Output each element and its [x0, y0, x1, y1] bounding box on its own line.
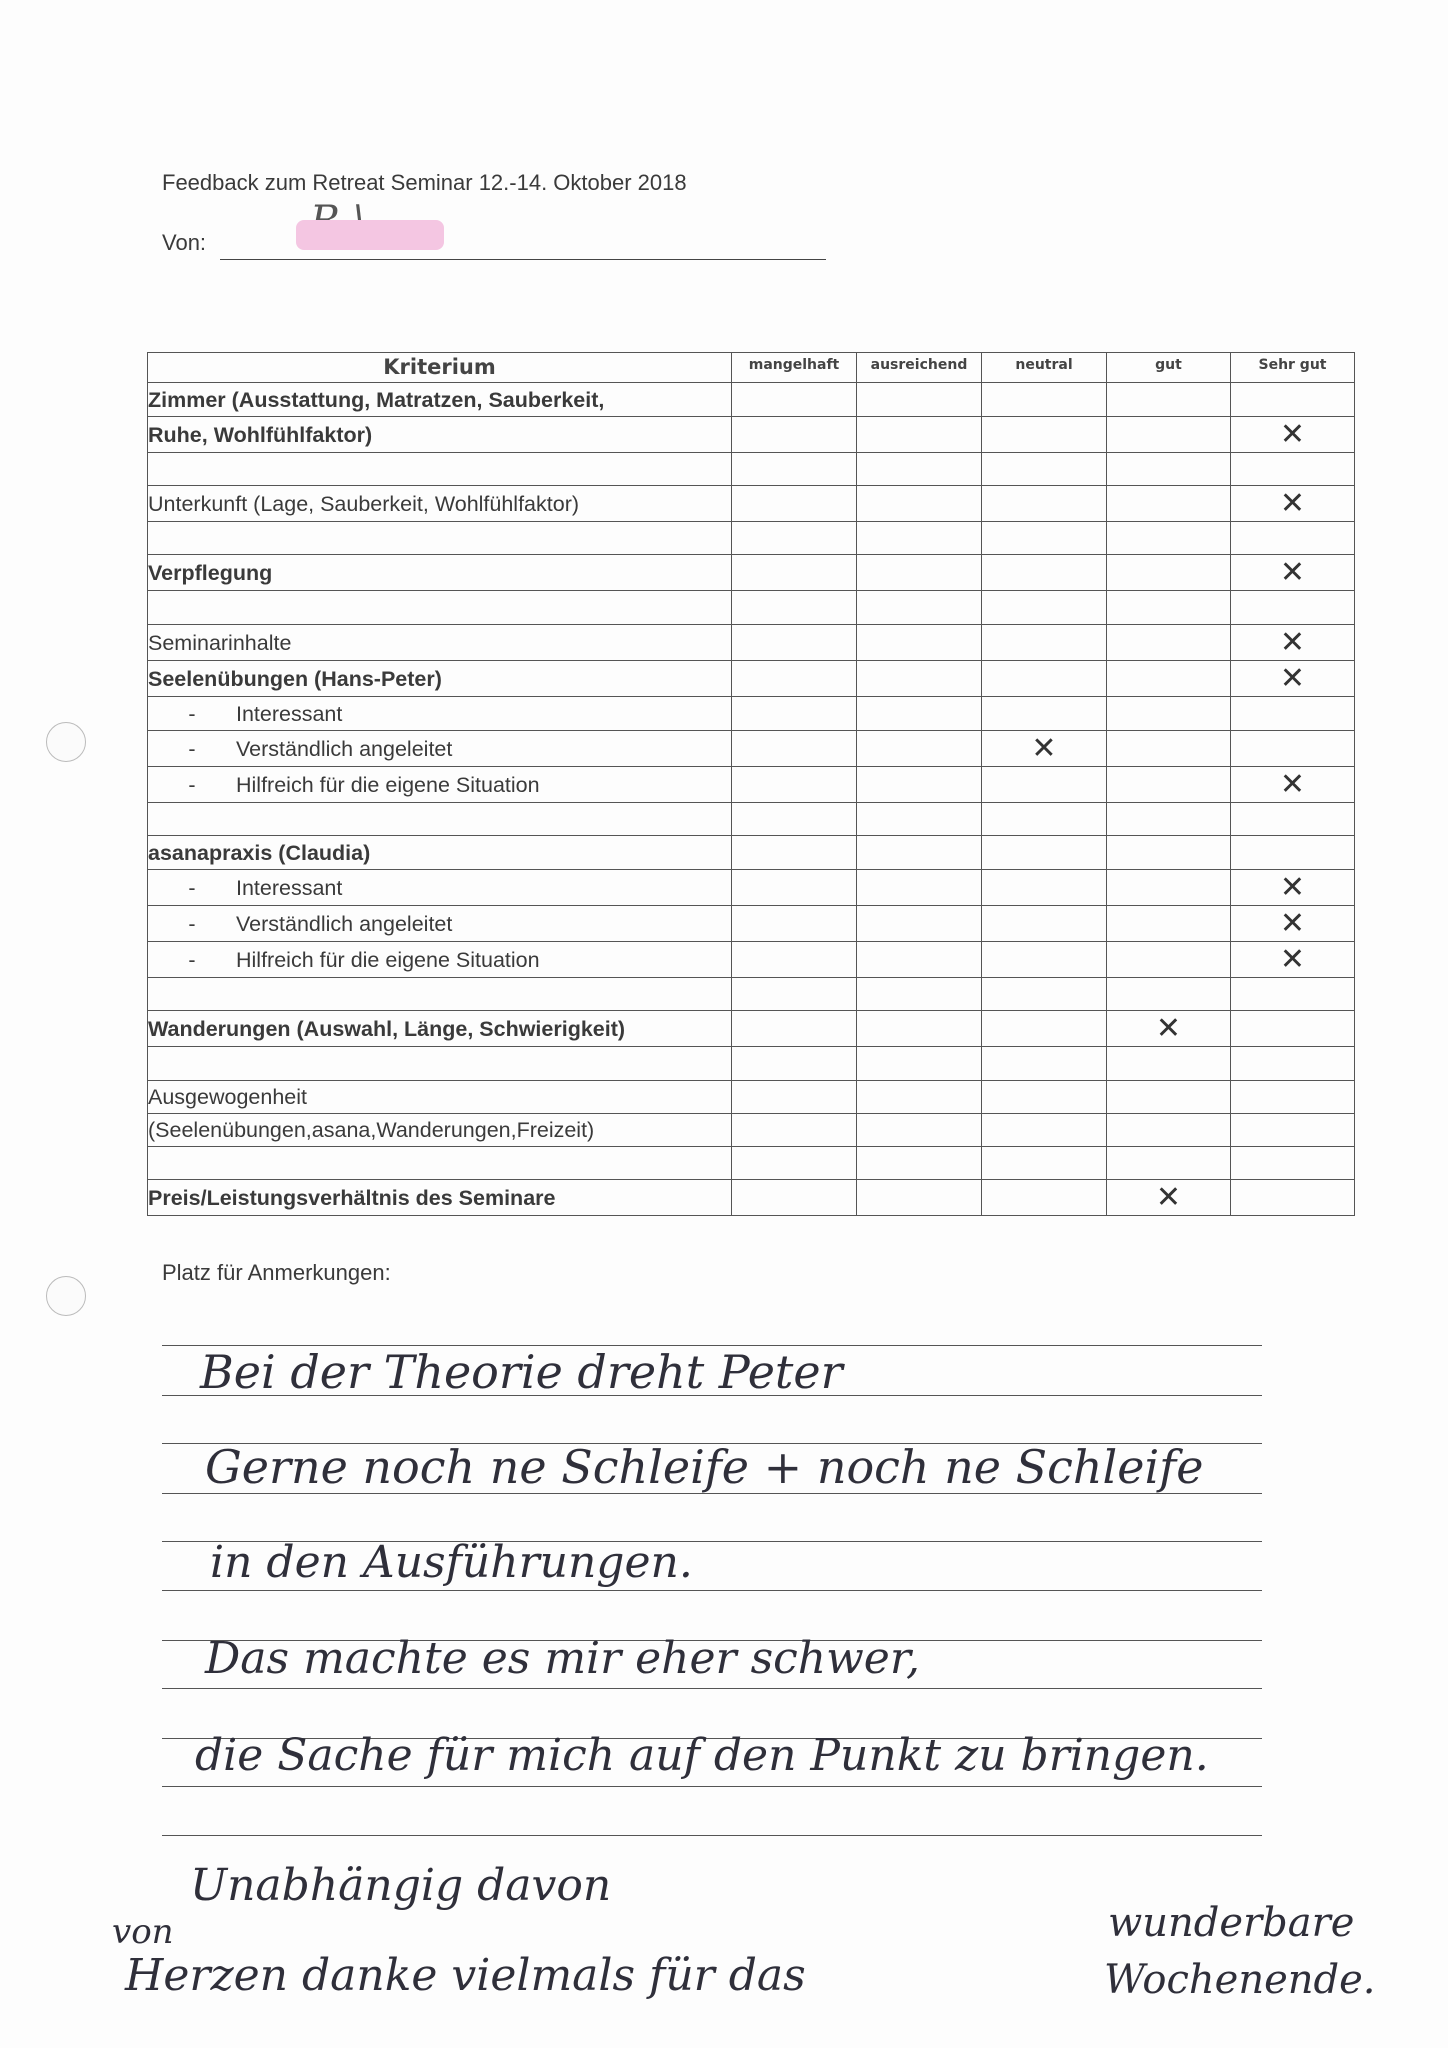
criterion-cell	[148, 1047, 732, 1081]
criterion-cell	[148, 486, 732, 522]
rating-cell[interactable]	[732, 383, 857, 417]
list-dash: -	[188, 911, 196, 936]
rating-cell[interactable]	[732, 731, 857, 767]
rating-cell[interactable]	[732, 625, 857, 661]
notes-label: Platz für Anmerkungen:	[162, 1260, 391, 1285]
rating-cell[interactable]	[982, 1047, 1107, 1081]
handwritten-note-line: Das machte es mir eher schwer,	[205, 1633, 921, 1684]
cross-mark: ✕	[1031, 731, 1057, 766]
rating-cell[interactable]	[982, 1114, 1107, 1147]
rating-cell[interactable]	[1231, 625, 1355, 661]
rating-cell[interactable]	[732, 697, 857, 731]
rating-cell[interactable]	[857, 453, 982, 486]
rating-cell[interactable]	[857, 731, 982, 767]
rating-cell[interactable]	[982, 486, 1107, 522]
criterion-cell	[148, 1147, 732, 1180]
rating-cell[interactable]	[982, 731, 1107, 767]
rating-cell[interactable]	[732, 906, 857, 942]
rating-cell[interactable]	[732, 870, 857, 906]
rating-cell[interactable]	[982, 1180, 1107, 1216]
note-rule	[162, 1590, 1262, 1591]
rating-cell[interactable]	[1231, 1047, 1355, 1081]
note-rule	[162, 1688, 1262, 1689]
rating-cell[interactable]	[982, 383, 1107, 417]
rating-cell[interactable]	[732, 453, 857, 486]
table-row	[148, 522, 1355, 555]
rating-cell[interactable]	[732, 486, 857, 522]
criterion-cell	[148, 555, 732, 591]
rating-table	[147, 352, 1355, 1216]
rating-cell[interactable]	[732, 1047, 857, 1081]
table-row	[148, 836, 1355, 870]
criterion-label: Wanderungen (Auswahl, Länge, Schwierigkeit)	[148, 1016, 626, 1041]
cross-mark: ✕	[1279, 906, 1306, 941]
cross-mark: ✕	[1279, 555, 1306, 590]
table-row	[148, 1081, 1355, 1114]
criterion-cell	[148, 767, 732, 803]
rating-cell[interactable]	[1231, 803, 1355, 836]
rating-cell[interactable]	[1107, 591, 1231, 625]
criterion-cell	[148, 1180, 732, 1216]
cross-mark: ✕	[1279, 417, 1306, 452]
rating-cell[interactable]	[1231, 591, 1355, 625]
criterion-cell	[148, 661, 732, 697]
table-row	[148, 1180, 1355, 1216]
rating-cell[interactable]	[732, 803, 857, 836]
rating-cell[interactable]	[982, 906, 1107, 942]
criterion-cell	[148, 836, 732, 870]
rating-cell[interactable]	[982, 942, 1107, 978]
rating-cell[interactable]	[1107, 697, 1231, 731]
rating-cell[interactable]	[732, 591, 857, 625]
rating-cell[interactable]	[982, 522, 1107, 555]
header-neutral: neutral	[982, 353, 1107, 383]
rating-cell[interactable]	[1107, 803, 1231, 836]
rating-cell[interactable]	[1107, 522, 1231, 555]
rating-cell[interactable]	[1107, 486, 1231, 522]
cross-mark: ✕	[1155, 1180, 1182, 1215]
cross-mark: ✕	[1279, 625, 1306, 660]
criterion-label: Seelenübungen (Hans-Peter)	[148, 666, 442, 691]
header-gut: gut	[1107, 353, 1231, 383]
rating-cell[interactable]	[857, 522, 982, 555]
rating-cell[interactable]	[1231, 767, 1355, 803]
rating-cell[interactable]	[1107, 1180, 1231, 1216]
cross-mark: ✕	[1279, 486, 1306, 521]
criterion-cell	[148, 697, 732, 731]
handwritten-closing: von	[112, 1912, 174, 1952]
rating-cell[interactable]	[1107, 661, 1231, 697]
rating-cell[interactable]	[732, 1180, 857, 1216]
table-row	[148, 942, 1355, 978]
rating-cell[interactable]	[1107, 1147, 1231, 1180]
rating-cell[interactable]	[1231, 1011, 1355, 1047]
rating-cell[interactable]	[982, 453, 1107, 486]
rating-cell[interactable]	[857, 486, 982, 522]
header-kriterium: Kriterium	[148, 353, 732, 383]
table-row	[148, 1114, 1355, 1147]
table-row	[148, 731, 1355, 767]
rating-cell[interactable]	[982, 661, 1107, 697]
rating-cell[interactable]	[1231, 1081, 1355, 1114]
rating-cell[interactable]	[982, 767, 1107, 803]
header-ausreichend: ausreichend	[857, 353, 982, 383]
criterion-label: Ruhe, Wohlfühlfaktor)	[148, 422, 373, 447]
rating-cell[interactable]	[1231, 417, 1355, 453]
criterion-label: Zimmer (Ausstattung, Matratzen, Sauberkeit,	[148, 387, 605, 412]
rating-cell[interactable]	[857, 1047, 982, 1081]
criterion-cell	[148, 870, 732, 906]
redaction-mark	[296, 220, 444, 250]
rating-cell[interactable]	[732, 417, 857, 453]
table-row	[148, 625, 1355, 661]
criterion-label: Ausgewogenheit	[148, 1085, 307, 1109]
rating-cell[interactable]	[1231, 870, 1355, 906]
handwritten-closing: wunderbare	[1108, 1900, 1355, 1946]
handwritten-note-line: die Sache für mich auf den Punkt zu bringen.	[195, 1730, 1209, 1781]
handwritten-closing: Unabhängig davon	[190, 1860, 612, 1911]
rating-cell[interactable]	[1231, 906, 1355, 942]
rating-cell[interactable]	[857, 1081, 982, 1114]
rating-cell[interactable]	[1107, 1114, 1231, 1147]
rating-cell[interactable]	[1107, 836, 1231, 870]
handwritten-closing: Herzen danke vielmals für das	[125, 1950, 806, 2001]
rating-cell[interactable]	[857, 942, 982, 978]
criterion-label: Interessant	[236, 875, 343, 900]
rating-cell[interactable]	[857, 1147, 982, 1180]
rating-cell[interactable]	[732, 1114, 857, 1147]
rating-cell[interactable]	[1231, 486, 1355, 522]
form-title: Feedback zum Retreat Seminar 12.-14. Oktober 2018	[162, 170, 687, 195]
rating-cell[interactable]	[857, 978, 982, 1011]
cross-mark: ✕	[1279, 661, 1306, 696]
rating-cell[interactable]	[857, 1011, 982, 1047]
rating-cell[interactable]	[857, 836, 982, 870]
rating-cell[interactable]	[1231, 383, 1355, 417]
rating-cell[interactable]	[857, 661, 982, 697]
rating-cell[interactable]	[1107, 767, 1231, 803]
rating-cell[interactable]	[1107, 942, 1231, 978]
rating-cell[interactable]	[1231, 978, 1355, 1011]
rating-cell[interactable]	[982, 978, 1107, 1011]
rating-cell[interactable]	[982, 591, 1107, 625]
criterion-cell	[148, 803, 732, 836]
rating-cell[interactable]	[857, 906, 982, 942]
table-row	[148, 417, 1355, 453]
punch-hole-top	[46, 722, 86, 762]
criterion-cell	[148, 417, 732, 453]
criterion-label: Hilfreich für die eigene Situation	[236, 772, 540, 797]
rating-cell[interactable]	[1107, 1011, 1231, 1047]
rating-cell[interactable]	[1107, 555, 1231, 591]
handwritten-note-line: Gerne noch ne Schleife + noch ne Schleife	[205, 1440, 1204, 1494]
criterion-label: Preis/Leistungsverhältnis des Seminare	[148, 1185, 556, 1210]
criterion-cell	[148, 522, 732, 555]
table-row	[148, 486, 1355, 522]
table-row	[148, 1147, 1355, 1180]
list-dash: -	[188, 701, 196, 726]
rating-cell[interactable]	[857, 697, 982, 731]
rating-cell[interactable]	[732, 1011, 857, 1047]
cross-mark: ✕	[1279, 767, 1306, 802]
rating-cell[interactable]	[1231, 1114, 1355, 1147]
rating-cell[interactable]	[1107, 978, 1231, 1011]
criterion-label: Unterkunft (Lage, Sauberkeit, Wohlfühlfaktor)	[148, 491, 580, 516]
rating-cell[interactable]	[1107, 870, 1231, 906]
rating-cell[interactable]	[1107, 383, 1231, 417]
handwritten-closing: Wochenende.	[1104, 1957, 1376, 2003]
rating-cell[interactable]	[982, 870, 1107, 906]
criterion-label: Verständlich angeleitet	[236, 736, 453, 761]
table-row	[148, 697, 1355, 731]
table-row	[148, 1047, 1355, 1081]
rating-cell[interactable]	[732, 555, 857, 591]
rating-cell[interactable]	[732, 942, 857, 978]
rating-cell[interactable]	[1231, 555, 1355, 591]
criterion-cell	[148, 906, 732, 942]
table-row	[148, 978, 1355, 1011]
cross-mark: ✕	[1155, 1011, 1182, 1046]
criterion-cell	[148, 731, 732, 767]
criterion-label: Verständlich angeleitet	[236, 911, 453, 936]
rating-cell[interactable]	[857, 383, 982, 417]
punch-hole-bottom	[46, 1276, 86, 1316]
table-row	[148, 453, 1355, 486]
rating-cell[interactable]	[1231, 661, 1355, 697]
list-dash: -	[188, 947, 196, 972]
rating-cell[interactable]	[1231, 453, 1355, 486]
rating-cell[interactable]	[1231, 697, 1355, 731]
criterion-label: Hilfreich für die eigene Situation	[236, 947, 540, 972]
header-mangelhaft: mangelhaft	[732, 353, 857, 383]
rating-cell[interactable]	[732, 1147, 857, 1180]
list-dash: -	[188, 772, 196, 797]
cross-mark: ✕	[1279, 870, 1306, 905]
criterion-label: asanapraxis (Claudia)	[148, 840, 371, 865]
criterion-cell	[148, 591, 732, 625]
table-row	[148, 767, 1355, 803]
criterion-label: Interessant	[236, 701, 343, 726]
rating-cell[interactable]	[982, 1147, 1107, 1180]
criterion-cell	[148, 1114, 732, 1147]
rating-cell[interactable]	[1231, 836, 1355, 870]
table-row	[148, 870, 1355, 906]
rating-cell[interactable]	[982, 697, 1107, 731]
handwritten-note-line: Bei der Theorie dreht Peter	[200, 1345, 843, 1399]
rating-cell[interactable]	[857, 625, 982, 661]
rating-cell[interactable]	[982, 1081, 1107, 1114]
criterion-cell	[148, 978, 732, 1011]
table-row	[148, 591, 1355, 625]
criterion-label: (Seelenübungen,asana,Wanderungen,Freizeit)	[148, 1118, 595, 1142]
rating-cell[interactable]	[857, 1180, 982, 1216]
table-row	[148, 1011, 1355, 1047]
rating-cell[interactable]	[1107, 417, 1231, 453]
criterion-cell	[148, 1011, 732, 1047]
rating-cell[interactable]	[982, 625, 1107, 661]
von-signature-line	[220, 259, 826, 260]
rating-cell[interactable]	[1107, 453, 1231, 486]
table-row	[148, 383, 1355, 417]
rating-cell[interactable]	[857, 417, 982, 453]
rating-cell[interactable]	[1107, 906, 1231, 942]
rating-cell[interactable]	[732, 978, 857, 1011]
rating-cell[interactable]	[1107, 1081, 1231, 1114]
rating-cell[interactable]	[857, 803, 982, 836]
rating-cell[interactable]	[1231, 522, 1355, 555]
rating-cell[interactable]	[1231, 1147, 1355, 1180]
criterion-cell	[148, 1081, 732, 1114]
list-dash: -	[188, 875, 196, 900]
criterion-label: Seminarinhalte	[148, 630, 292, 655]
rating-cell[interactable]	[732, 1081, 857, 1114]
list-dash: -	[188, 736, 196, 761]
rating-cell[interactable]	[1107, 625, 1231, 661]
rating-cell[interactable]	[857, 555, 982, 591]
note-rule	[162, 1835, 1262, 1836]
rating-cell[interactable]	[982, 1011, 1107, 1047]
rating-cell[interactable]	[732, 767, 857, 803]
rating-cell[interactable]	[982, 836, 1107, 870]
rating-cell[interactable]	[732, 661, 857, 697]
rating-cell[interactable]	[732, 836, 857, 870]
rating-cell[interactable]	[982, 803, 1107, 836]
rating-cell[interactable]	[1231, 942, 1355, 978]
criterion-label: Verpflegung	[148, 560, 273, 585]
rating-cell[interactable]	[857, 767, 982, 803]
table-row	[148, 803, 1355, 836]
von-label: Von:	[162, 230, 207, 255]
table-row	[148, 661, 1355, 697]
rating-cell[interactable]	[982, 417, 1107, 453]
rating-cell[interactable]	[857, 591, 982, 625]
cross-mark: ✕	[1279, 942, 1306, 977]
table-row	[148, 555, 1355, 591]
rating-cell[interactable]	[857, 870, 982, 906]
criterion-cell	[148, 942, 732, 978]
handwritten-note-line: in den Ausführungen.	[210, 1537, 693, 1588]
criterion-cell	[148, 383, 732, 417]
rating-cell[interactable]	[1107, 1047, 1231, 1081]
rating-cell[interactable]	[1107, 731, 1231, 767]
table-header-row	[148, 353, 1355, 383]
rating-cell[interactable]	[857, 1114, 982, 1147]
rating-cell[interactable]	[732, 522, 857, 555]
rating-cell[interactable]	[1231, 1180, 1355, 1216]
header-sehr-gut: Sehr gut	[1231, 353, 1355, 383]
table-row	[148, 906, 1355, 942]
criterion-cell	[148, 453, 732, 486]
rating-cell[interactable]	[982, 555, 1107, 591]
rating-cell[interactable]	[1231, 731, 1355, 767]
note-rule	[162, 1786, 1262, 1787]
criterion-cell	[148, 625, 732, 661]
